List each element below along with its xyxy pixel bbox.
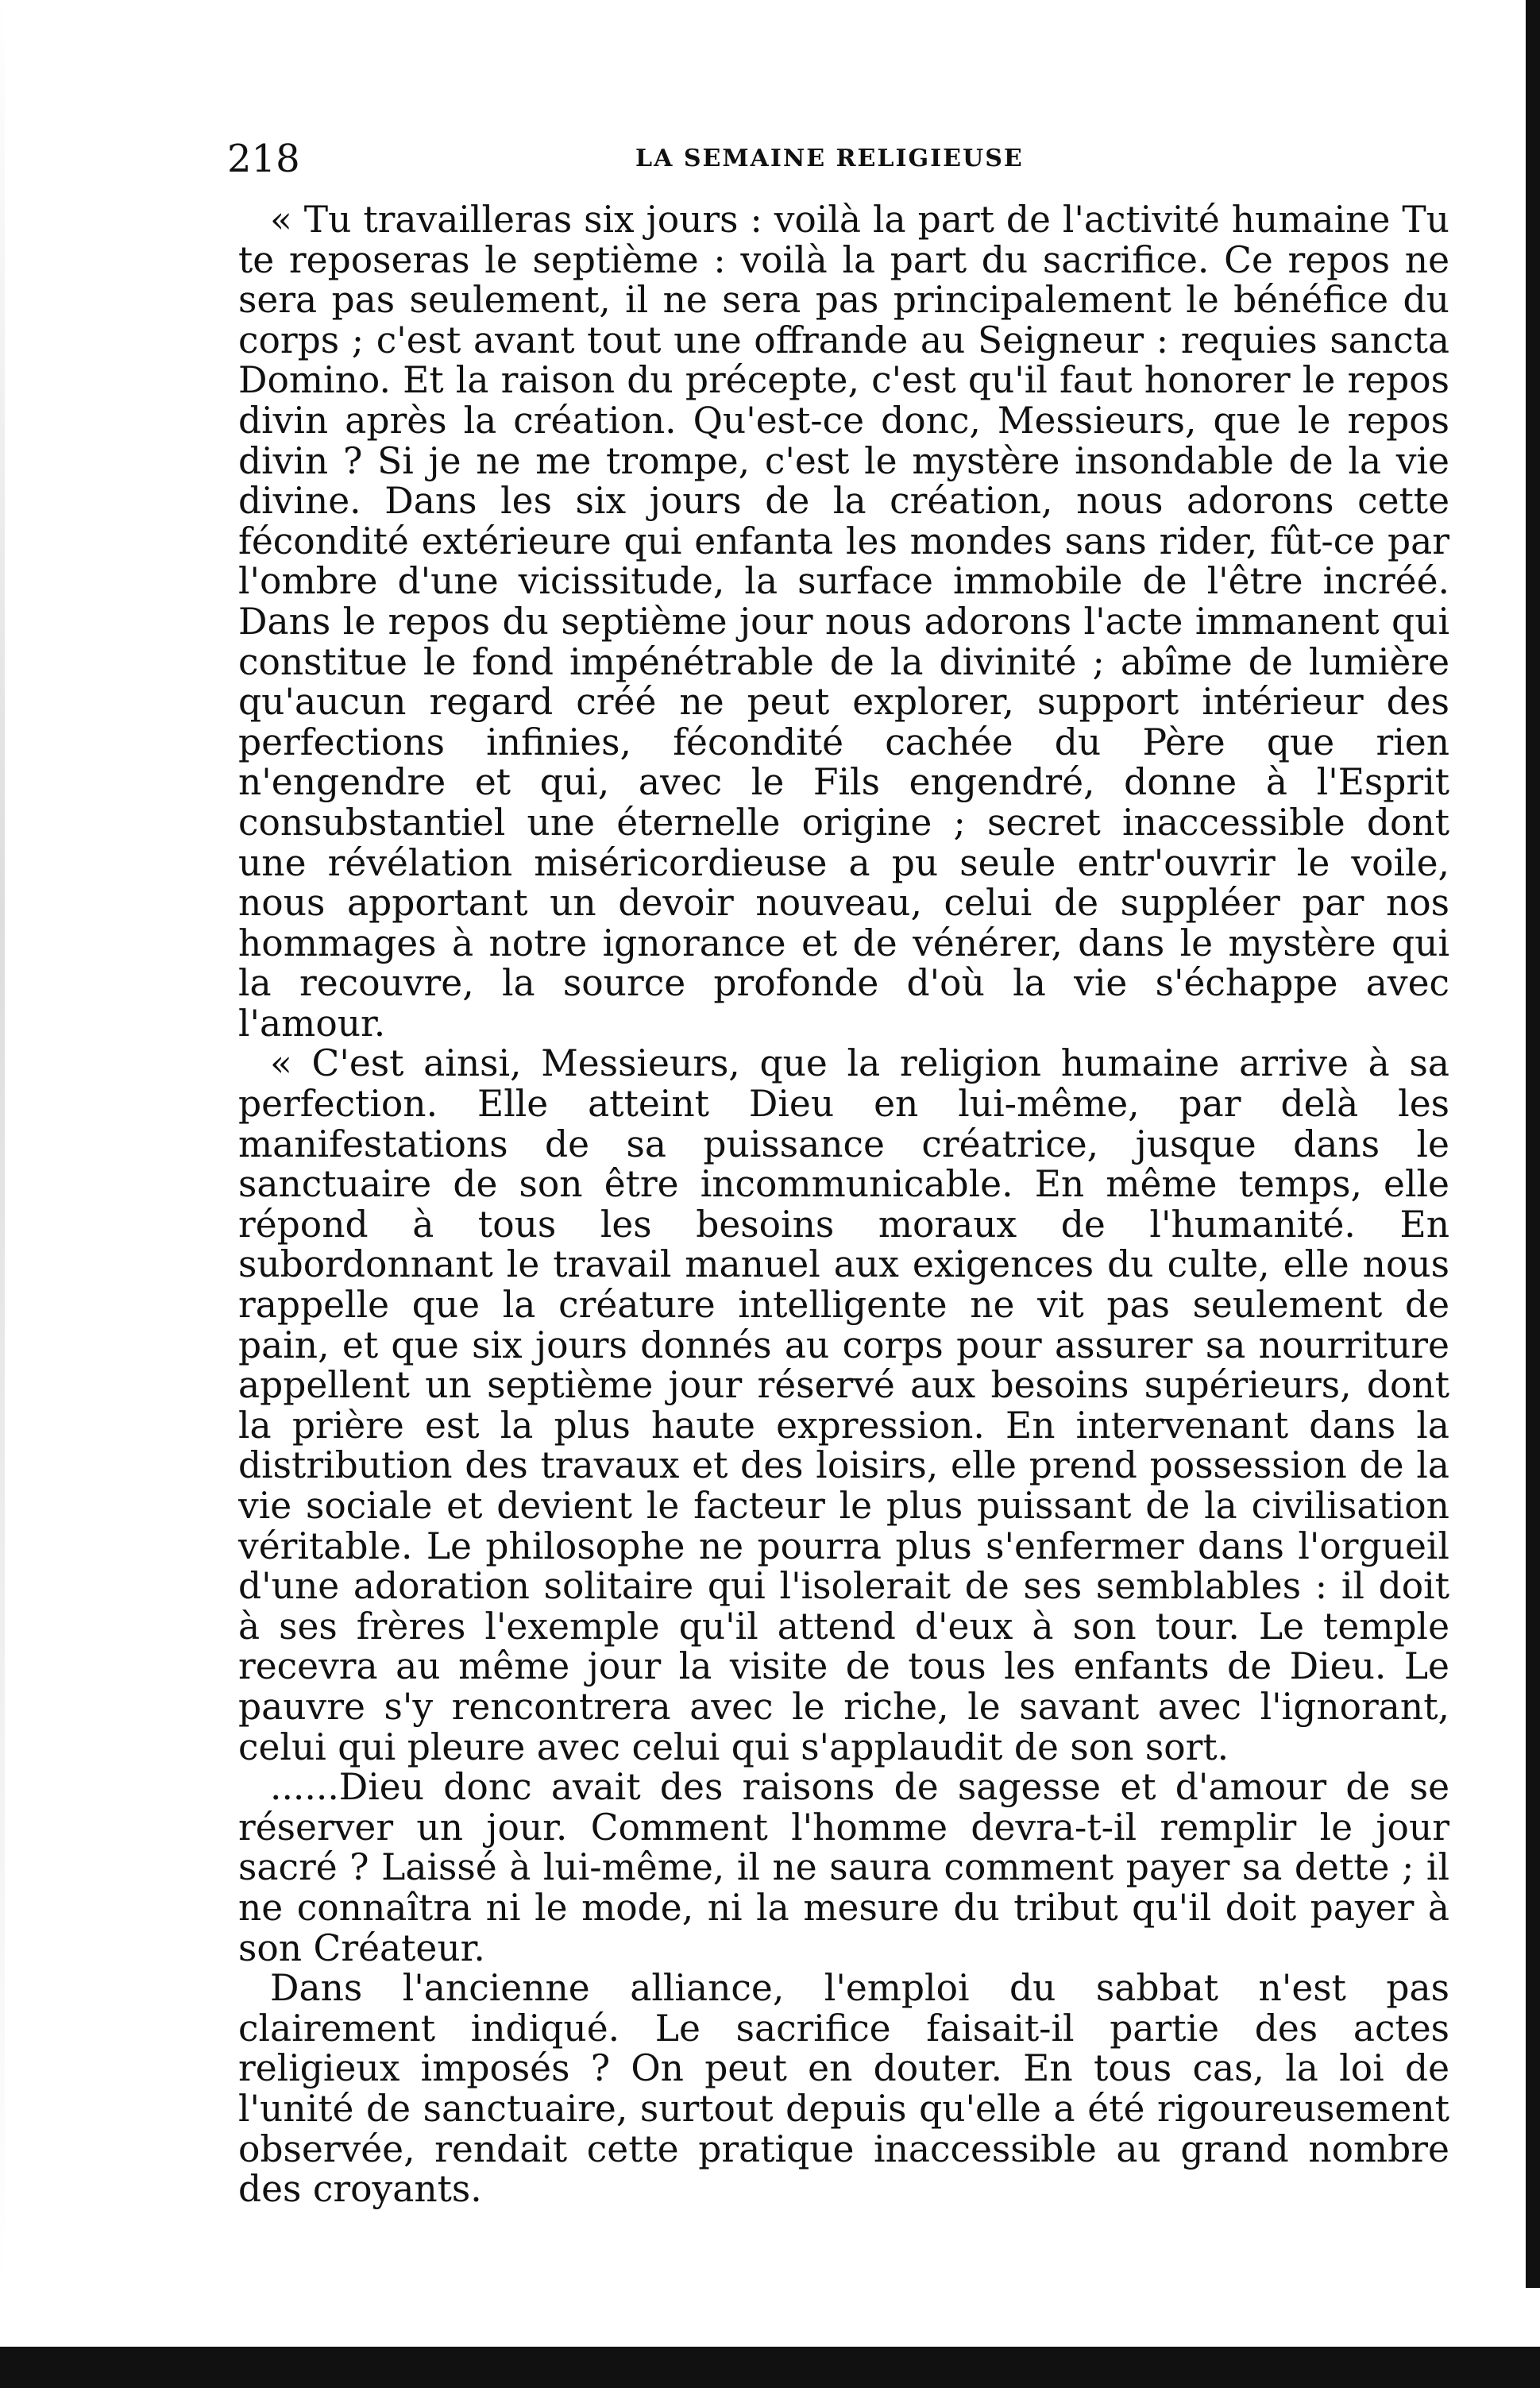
book-page xyxy=(227,137,1449,2211)
running-title: LA SEMAINE RELIGIEUSE xyxy=(635,145,1024,172)
scan-edge-left xyxy=(0,0,5,2288)
page-header xyxy=(227,137,1449,200)
scan-border-bottom xyxy=(0,2347,1540,2388)
scan-border-right xyxy=(1526,0,1540,2288)
body-text xyxy=(238,200,1449,2210)
page-number: 218 xyxy=(227,137,300,181)
paragraph: « Tu travailleras six jours : voilà la part de l'activité humaine Tu te reposeras le septième : voilà la part du sacrifice. Ce repos ne sera pas seulement, il ne sera pas principalement le bénéfice du corps ; c'est avant tout une offrande au Seigneur : requies sancta Domino. Et la raison du précepte, c'est qu'il faut honorer le repos divin après la création. Qu'est-ce donc, Messieurs, que le repos divin ? Si je ne me trompe, c'est le mystère insondable de la vie divine. Dans les six jours de la création, nous adorons cette fécondité extérieure qui enfanta les mondes sans rider, fût-ce par l'ombre d'une vicissitude, la surface immobile de l'être incréé. Dans le repos du septième jour nous adorons l'acte immanent qui constitue le fond impénétrable de la divinité ; abîme de lumière qu'aucun regard créé ne peut explorer, support intérieur des perfections infinies, fécondité cachée du Père que rien n'engendre et qui, avec le Fils engendré, donne à l'Esprit consubstantiel une éternelle origine ; secret inaccessible dont une révélation miséricordieuse a pu seule entr'ouvrir le voile, nous apportant un devoir nouveau, celui de suppléer par nos hommages à notre ignorance et de vénérer, dans le mystère qui la recouvre, la source profonde d'où la vie s'échappe avec l'amour. xyxy=(238,199,1449,1045)
paragraph: ......Dieu donc avait des raisons de sagesse et d'amour de se réserver un jour. Comment l'homme devra-t-il remplir le jour sacré ? Laissé à lui-même, il ne saura comment payer sa dette ; il ne connaîtra ni le mode, ni la mesure du tribut qu'il doit payer à son Créateur. xyxy=(238,1766,1449,1969)
paragraph: « C'est ainsi, Messieurs, que la religion humaine arrive à sa perfection. Elle atteint Dieu en lui-même, par delà les manifestations de sa puissance créatrice, jusque dans le sanctuaire de son être incommunicable. En même temps, elle répond à tous les besoins moraux de l'humanité. En subordonnant le travail manuel aux exigences du culte, elle nous rappelle que la créature intelligente ne vit pas seulement de pain, et que six jours donnés au corps pour assurer sa nourriture appellent un septième jour réservé aux besoins supérieurs, dont la prière est la plus haute expression. En intervenant dans la distribution des travaux et des loisirs, elle prend possession de la vie sociale et devient le facteur le plus puissant de la civilisation véritable. Le philosophe ne pourra plus s'enfermer dans l'orgueil d'une adoration solitaire qui l'isolerait de ses semblables : il doit à ses frères l'exemple qu'il attend d'eux à son tour. Le temple recevra au même jour la visite de tous les enfants de Dieu. Le pauvre s'y rencontrera avec le riche, le savant avec l'ignorant, celui qui pleure avec celui qui s'applaudit de son sort. xyxy=(238,1042,1449,1768)
paragraph: Dans l'ancienne alliance, l'emploi du sabbat n'est pas clairement indiqué. Le sacrifice faisait-il partie des actes religieux imposés ? On peut en douter. En tous cas, la loi de l'unité de sanctuaire, surtout depuis qu'elle a été rigoureusement observée, rendait cette pratique inaccessible au grand nombre des croyants. xyxy=(238,1967,1449,2211)
